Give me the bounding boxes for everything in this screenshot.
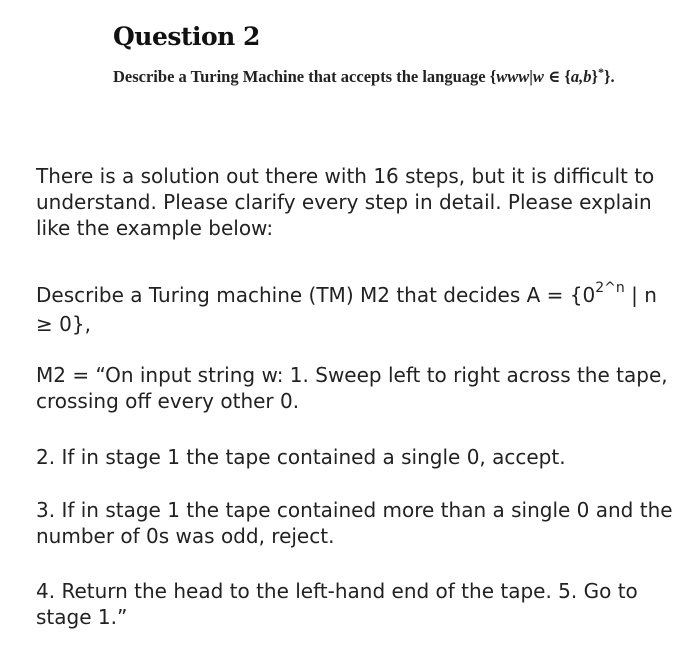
step-3: 3. If in stage 1 the tape contained more than a single 0 and the number of 0s was odd, reject.	[36, 498, 673, 548]
prompt-var-w: w	[532, 67, 544, 86]
step-1: M2 = “On input string w: 1. Sweep left to right across the tape, crossing off every other 0.	[36, 363, 668, 413]
question-prompt	[113, 67, 615, 87]
prompt-element-of: ∈ {	[543, 67, 571, 86]
example-description-post: | n ≥ 0},	[36, 283, 657, 336]
example-description	[36, 282, 676, 337]
prompt-alphabet: a,b	[570, 67, 592, 86]
prompt-prefix: Describe a Turing Machine that accepts the language {	[113, 67, 497, 86]
question-title: Question 2	[113, 22, 260, 51]
step-4-5: 4. Return the head to the left-hand end of the tape. 5. Go to stage 1.”	[36, 579, 638, 629]
prompt-var-www: www	[496, 67, 530, 86]
exponent: 2^n	[595, 280, 625, 296]
prompt-set-close: }	[591, 67, 599, 86]
prompt-end: }.	[604, 67, 615, 86]
example-description-pre: Describe a Turing machine (TM) M2 that decides A = {0	[36, 283, 596, 307]
step-2: 2. If in stage 1 the tape contained a single 0, accept.	[36, 445, 566, 469]
prompt-kleene-star: *	[598, 65, 605, 79]
request-paragraph: There is a solution out there with 16 steps, but it is difficult to understand. Please clarify every step in detail. Please explain like the example below:	[36, 164, 655, 240]
prompt-bar: |	[529, 67, 533, 86]
